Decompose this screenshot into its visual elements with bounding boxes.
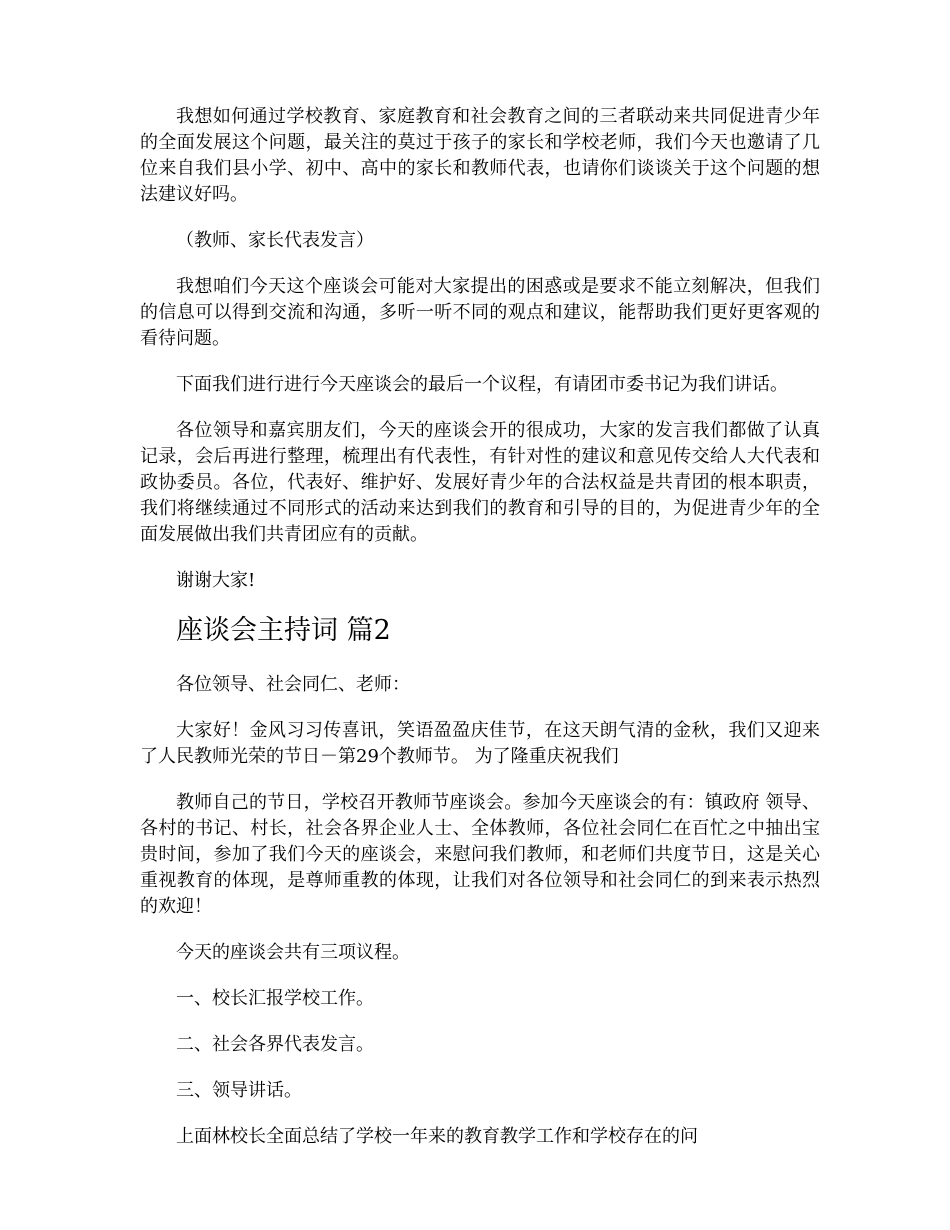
paragraph: 一、校长汇报学校工作。 — [176, 988, 374, 1009]
paragraph: 谢谢大家! — [176, 570, 256, 591]
paragraph: 上面林校长全面总结了学校一年来的教育教学工作和学校存在的问 — [176, 1126, 698, 1147]
paragraph: 各位领导、社会同仁、老师： — [176, 674, 410, 695]
paragraph: 我想咱们今天这个座谈会可能对大家提出的困惑或是要求不能立刻解决，但我们的信息可以得到交流和沟通，多听一听不同的观点和建议，能帮助我们更好更客观的看待问题。 — [140, 276, 820, 349]
paragraph: 三、领导讲话。 — [176, 1080, 302, 1101]
section-heading: 座谈会主持词 篇2 — [176, 615, 391, 646]
paragraph: 各位领导和嘉宾朋友们，今天的座谈会开的很成功，大家的发言我们都做了认真记录，会后再进行整理，梳理出有代表性，有针对性的建议和意见传交给人大代表和政协委员。各位，代表好、维护好、发展好青少年的合法权益是共青团的根本职责，我们将继续通过不同形式的活动来达到我们的教育和引导的目的，为促进青少年的全面发展做出我们共青团应有的贡献。 — [140, 420, 820, 545]
document-page — [140, 104, 820, 1170]
paragraph: （教师、家长代表发言） — [176, 230, 374, 251]
paragraph: 大家好！金风习习传喜讯，笑语盈盈庆佳节，在这天朗气清的金秋，我们又迎来了人民教师光荣的节日－第29个教师节。 为了隆重庆祝我们 — [140, 720, 820, 767]
paragraph: 教师自己的节日，学校召开教师节座谈会。参加今天座谈会的有：镇政府 领导、各村的书记、村长，社会各界企业人士、全体教师，各位社会同仁在百忙之中抽出宝贵时间，参加了我们今天的座谈会，来慰问我们教师，和老师们共度节日，这是关心重视教育的体现，是尊师重教的体现，让我们对各位领导和社会同仁的到来表示热烈的欢迎！ — [140, 792, 820, 917]
paragraph: 今天的座谈会共有三项议程。 — [176, 942, 410, 963]
paragraph: 二、社会各界代表发言。 — [176, 1034, 374, 1055]
paragraph: 我想如何通过学校教育、家庭教育和社会教育之间的三者联动来共同促进青少年的全面发展这个问题，最关注的莫过于孩子的家长和学校老师，我们今天也邀请了几位来自我们县小学、初中、高中的家长和教师代表，也请你们谈谈关于这个问题的想法建议好吗。 — [140, 106, 820, 205]
paragraph: 下面我们进行进行今天座谈会的最后一个议程，有请团市委书记为我们讲话。 — [176, 374, 788, 395]
